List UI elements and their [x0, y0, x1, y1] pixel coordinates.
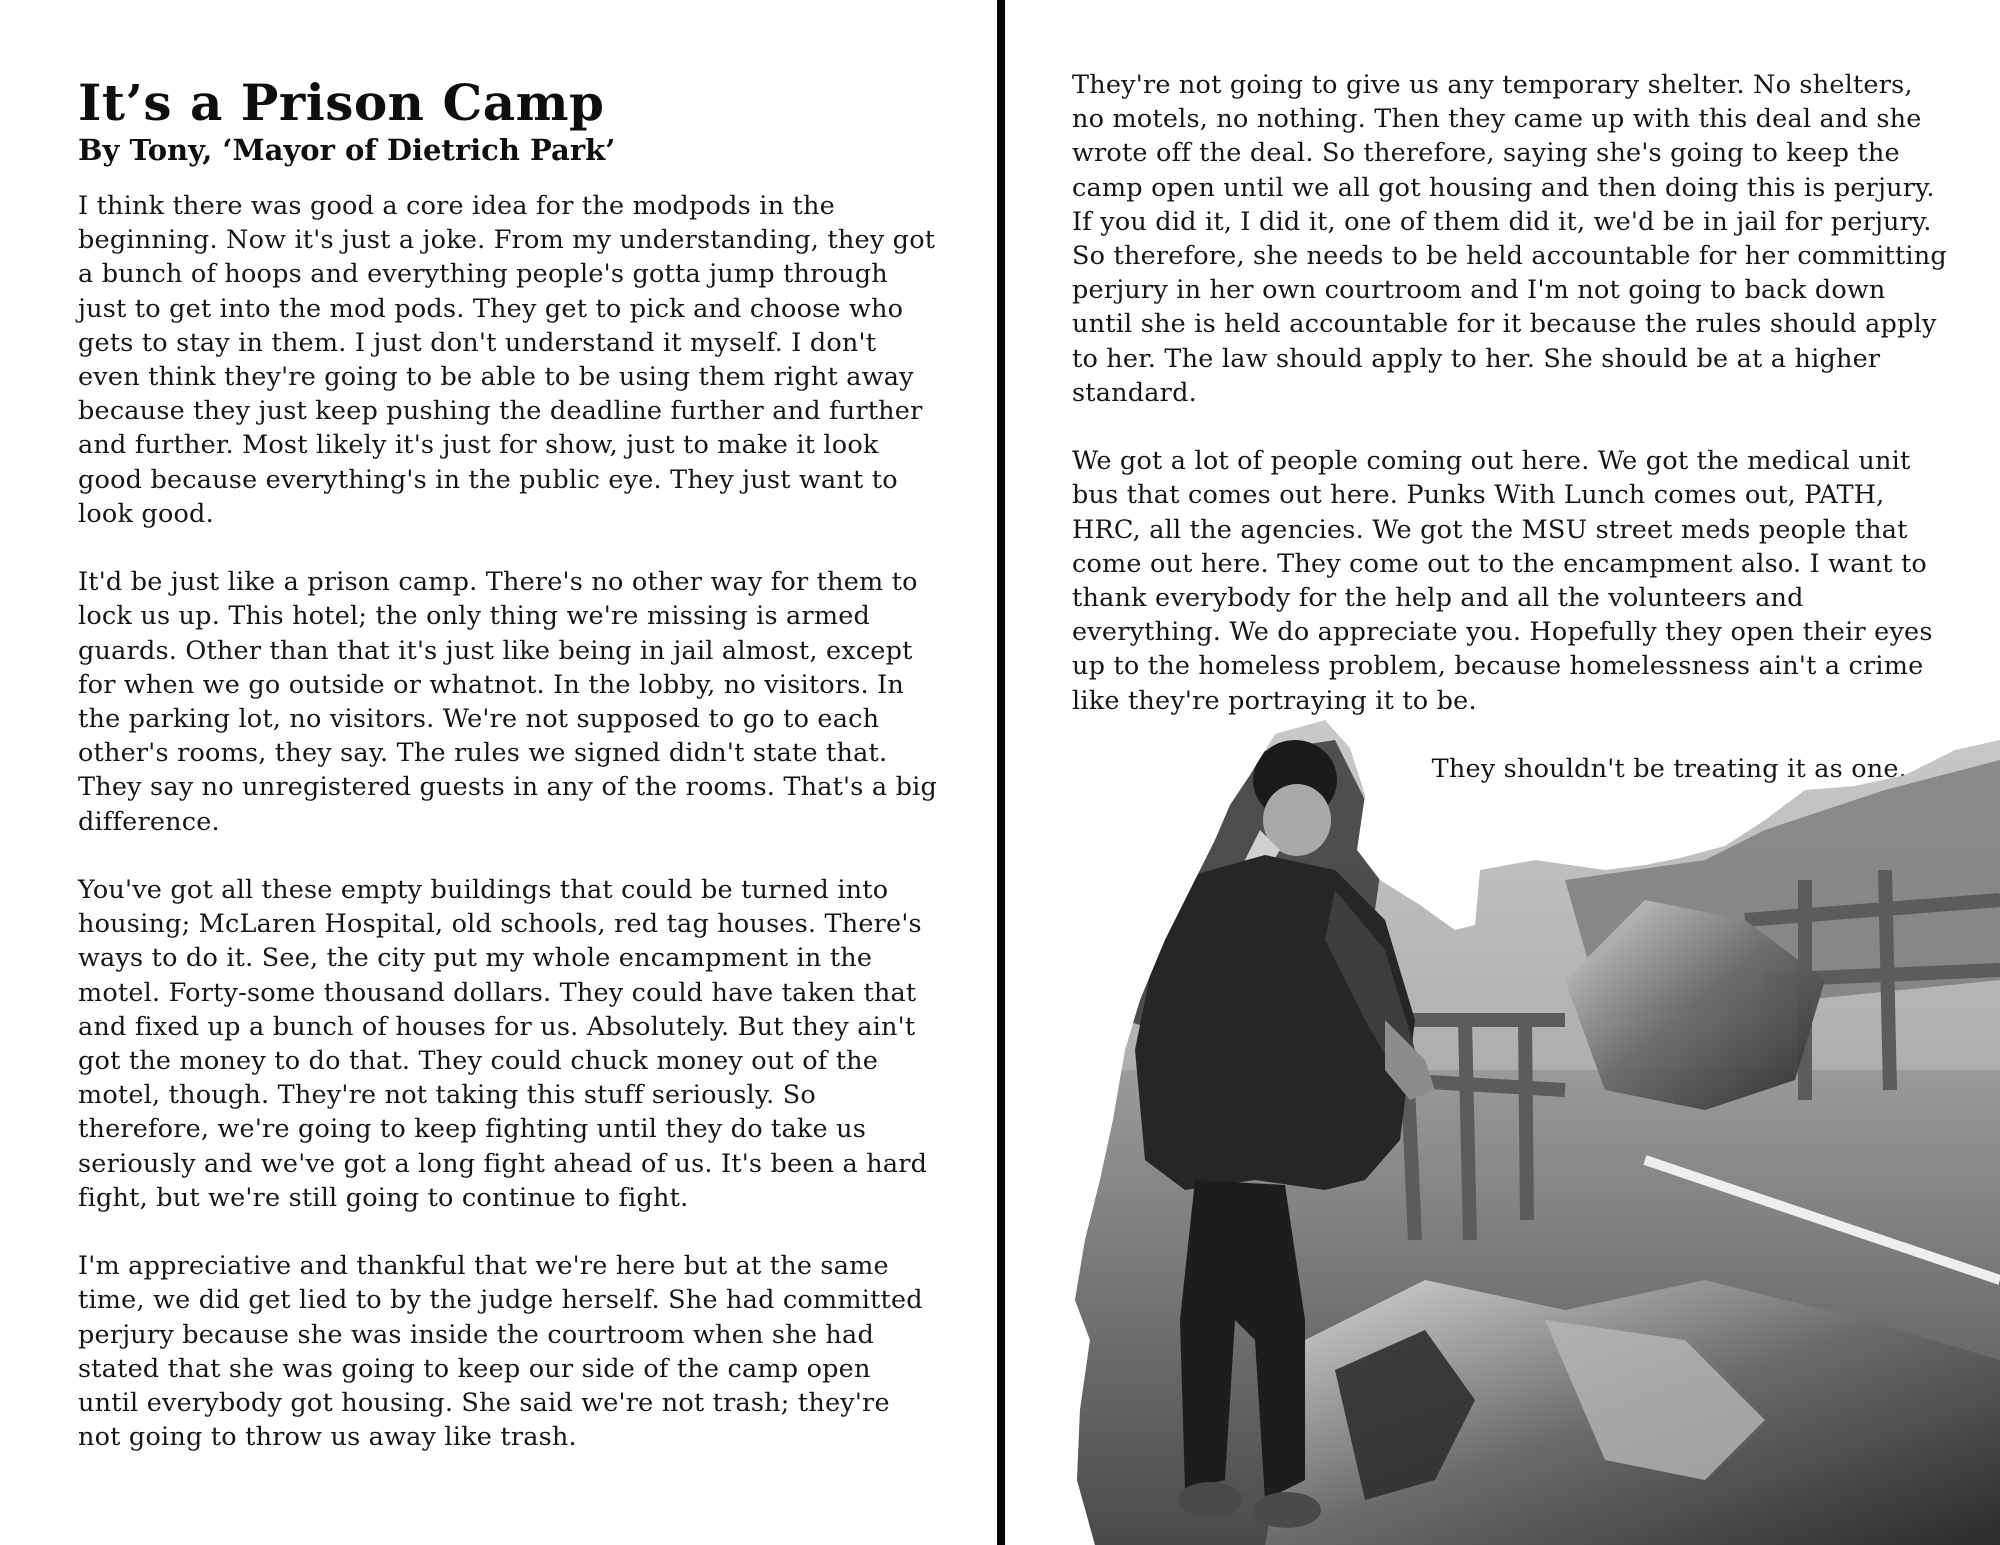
article-byline: By Tony, ‘Mayor of Dietrich Park’ — [78, 133, 616, 167]
encampment-photo — [1005, 720, 2000, 1545]
article-title: It’s a Prison Camp — [78, 73, 605, 132]
page-spine-divider — [997, 0, 1005, 1545]
paragraph: They're not going to give us any temporary shelter. No shelters, no motels, no nothing. Then they came up with this deal and she wrote off the deal. So therefore, saying she's going to keep the camp open until we all got housing and then doing this is perjury. If you did it, I did it, one of them did it, we'd be in jail for perjury. So therefore, she needs to be held accountable for her committing perjury in her own courtroom and I'm not going to back down until she is held accountable for it because the rules should apply to her. The law should apply to her. She should be at a higher standard. — [1072, 70, 1947, 408]
right-page — [1005, 0, 2000, 1545]
photo-scene — [1005, 720, 2000, 1545]
paragraph: You've got all these empty buildings that could be turned into housing; McLaren Hospital, old schools, red tag houses. There's ways to do it. See, the city put my whole encampment in the motel. Forty-some thousand dollars. They could have taken that and fixed up a bunch of houses for us. Absolutely. But they ain't got the money to do that. They could chuck money out of the motel, though. They're not taking this stuff seriously. So therefore, we're going to keep fighting until they do take us seriously and we've got a long fight ahead of us. It's been a hard fight, but we're still going to continue to fight. — [78, 875, 928, 1213]
right-page-body — [1072, 68, 1947, 786]
left-page-body — [78, 189, 938, 1454]
paragraph: It'd be just like a prison camp. There's no other way for them to lock us up. This hotel; the only thing we're missing is armed guards. Other than that it's just like being in jail almost, except for when we go outside or whatnot. In the lobby, no visitors. In the parking lot, no visitors. We're not supposed to go to each other's rooms, they say. The rules we signed didn't state that. They say no unregistered guests in any of the rooms. That's a big difference. — [78, 567, 937, 837]
paragraph: We got a lot of people coming out here. We got the medical unit bus that comes out here. Punks With Lunch comes out, PATH, HRC, all the agencies. We got the MSU street meds people that come out here. They come out to the encampment also. I want to thank everybody for the help and all the volunteers and everything. We do appreciate you. Hopefully they open their eyes up to the homeless problem, because homelessness ain't a crime like they're portraying it to be. — [1072, 446, 1933, 716]
paragraph: I think there was good a core idea for the modpods in the beginning. Now it's just a joke. From my understanding, they got a bunch of hoops and everything people's gotta jump through just to get into the mod pods. They get to pick and choose who gets to stay in them. I just don't understand it myself. I don't even think they're going to be able to be using them right away because they just keep pushing the deadline further and further and further. Most likely it's just for show, just to make it look good because everything's in the public eye. They just want to look good. — [78, 191, 936, 529]
paragraph: I'm appreciative and thankful that we're here but at the same time, we did get lied to by the judge herself. She had committed perjury because she was inside the courtroom when she had stated that she was going to keep our side of the camp open until everybody got housing. She said we're not trash; they're not going to throw us away like trash. — [78, 1251, 923, 1453]
closing-line: They shouldn't be treating it as one. — [1431, 754, 1907, 785]
